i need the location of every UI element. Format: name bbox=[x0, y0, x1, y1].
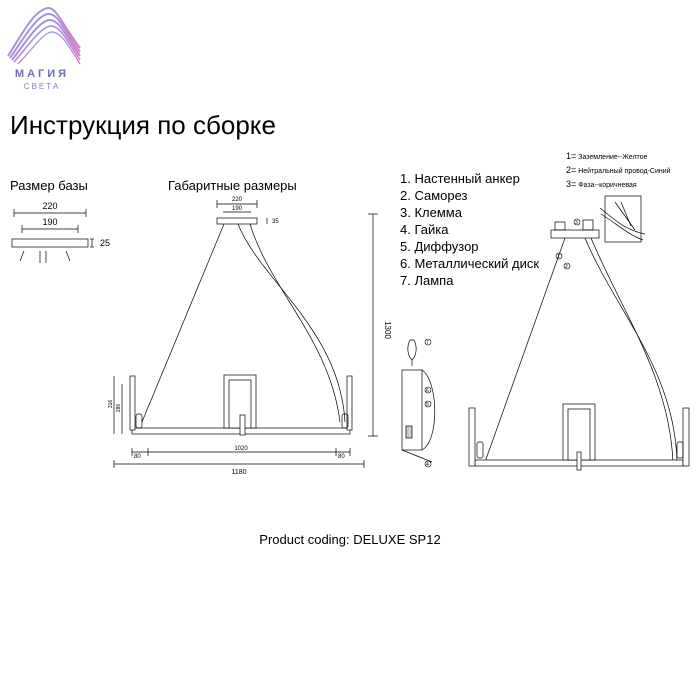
base-inner-dim: 190 bbox=[42, 217, 58, 227]
parts-list-item: 4. Гайка bbox=[400, 222, 449, 237]
callout-3: 3 bbox=[575, 220, 578, 226]
left-seg-dim: 80 bbox=[134, 454, 141, 460]
total-width-dim: 1180 bbox=[231, 469, 247, 476]
base-height-dim: 25 bbox=[100, 238, 111, 248]
right-seg-dim: 80 bbox=[338, 454, 345, 460]
overall-height-dim: 1300 bbox=[383, 321, 392, 339]
base-outer-dim: 220 bbox=[42, 201, 58, 211]
parts-list-item: 2. Саморез bbox=[400, 188, 468, 203]
parts-list-item: 6. Металлический диск bbox=[400, 256, 540, 271]
parts-list-item: 3. Клемма bbox=[400, 205, 462, 220]
brand-name: МАГИЯ bbox=[14, 68, 70, 80]
lamp-detail-drawing bbox=[398, 330, 448, 470]
overall-drawing bbox=[100, 190, 400, 480]
top-outer-dim: 220 bbox=[231, 197, 243, 203]
assembly-drawing bbox=[455, 190, 700, 480]
wiring-item: 2= Нейтральный провод-Синий bbox=[566, 165, 671, 175]
middle-seg-dim: 1020 bbox=[234, 446, 248, 452]
side-height-1: 316 bbox=[108, 399, 114, 409]
callout-5: 5 bbox=[426, 402, 429, 408]
parts-list-item: 7. Лампа bbox=[400, 273, 454, 288]
base-size-label: Размер базы bbox=[10, 178, 88, 193]
callout-6: 6 bbox=[426, 388, 429, 394]
product-coding: Product coding: DELUXE SP12 bbox=[259, 532, 441, 547]
top-inner-dim: 190 bbox=[231, 206, 243, 212]
wiring-item: 1= Заземление--Желтое bbox=[566, 151, 648, 161]
parts-list-item: 1. Настенный анкер bbox=[400, 171, 520, 186]
top-height-dim: 35 bbox=[272, 219, 279, 225]
parts-list-item: 5. Диффузор bbox=[400, 239, 479, 254]
side-height-2: 286 bbox=[116, 403, 122, 413]
callout-7: 7 bbox=[426, 340, 429, 346]
page-title: Инструкция по сборке bbox=[10, 110, 276, 140]
callout-1: 1 bbox=[557, 254, 560, 260]
callout-4: 4 bbox=[426, 462, 429, 468]
brand-tagline: СВЕТА bbox=[23, 82, 61, 91]
wiring-item: 3= Фаза--коричневая bbox=[566, 179, 637, 189]
overall-size-label: Габаритные размеры bbox=[168, 178, 297, 193]
wiring-legend bbox=[566, 150, 671, 192]
callout-2: 2 bbox=[565, 264, 568, 270]
